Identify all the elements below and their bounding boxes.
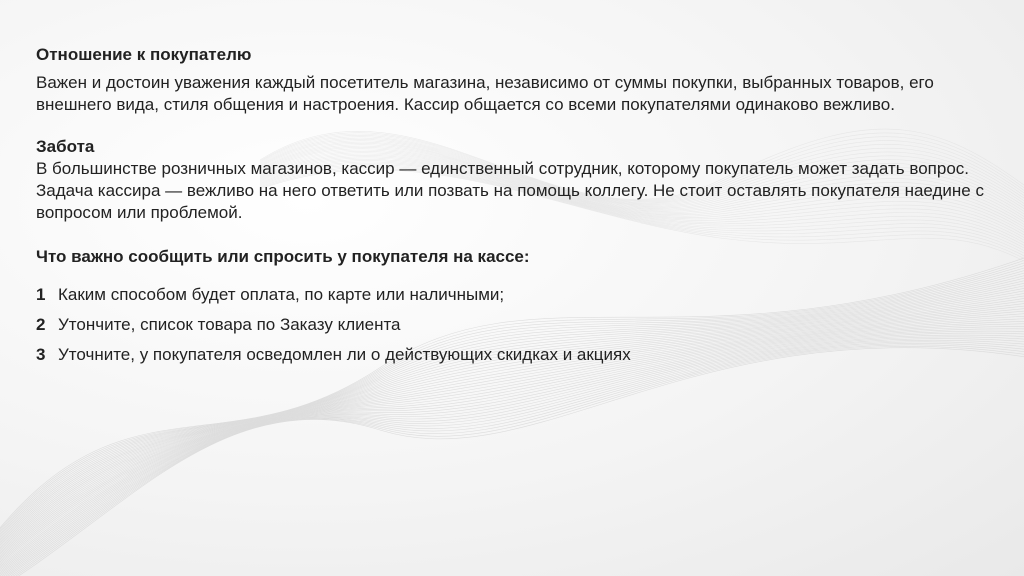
list-number: 1 [36, 285, 46, 304]
wave-line [0, 333, 1024, 576]
list-item-text: Каким способом будет оплата, по карте или наличными; [58, 285, 505, 304]
care-heading: Забота [36, 137, 95, 156]
list-item [36, 314, 996, 336]
list-item [36, 344, 996, 366]
section-ask [36, 246, 996, 366]
list-item-text: Утончите, список товара по Заказу клиента [58, 315, 401, 334]
list-number: 3 [36, 345, 46, 364]
section-attitude [36, 44, 996, 116]
attitude-text: Важен и достоин уважения каждый посетитель магазина, независимо от суммы покупки, выбранных товаров, его внешнего вида, стиля общения и настроения. Кассир общается со всеми покупателями одинаково вежливо. [36, 73, 934, 114]
list-item-text: Уточните, у покупателя осведомлен ли о действующих скидках и акциях [58, 345, 631, 364]
slide-content [36, 44, 996, 366]
ask-list [36, 284, 996, 366]
wave-line [0, 340, 1024, 576]
attitude-heading: Отношение к покупателю [36, 45, 252, 64]
wave-line [0, 335, 1024, 576]
list-item [36, 284, 996, 306]
ask-heading: Что важно сообщить или спросить у покупателя на кассе: [36, 247, 530, 266]
care-text: В большинстве розничных магазинов, кассир — единственный сотрудник, которому покупатель может задать вопрос. Задача кассира — вежливо на него ответить или позвать на помощь коллегу. Не стоит оставлять покупателя наедине с вопросом или проблемой. [36, 159, 984, 222]
section-care [36, 136, 996, 224]
list-number: 2 [36, 315, 46, 334]
